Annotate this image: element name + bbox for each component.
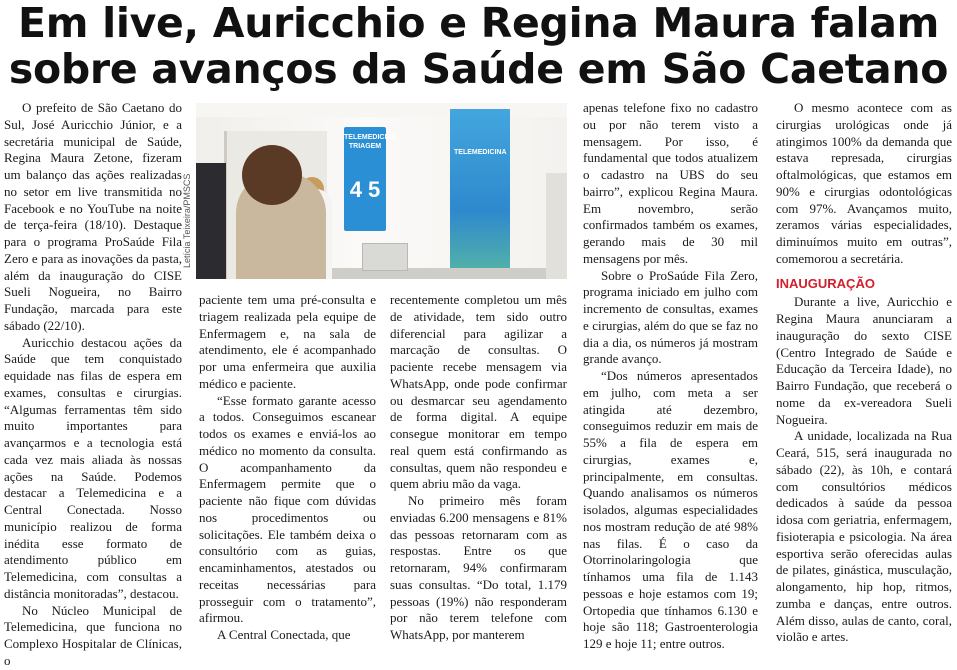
person-hair [242, 145, 302, 205]
article-column-3 [390, 292, 567, 644]
article-column-1 [4, 100, 182, 670]
photo-credit: Letícia Teixeira/PMSCS [182, 173, 192, 268]
paragraph: Auricchio destacou ações da Saúde que tem conquistado equidade nas filas de espera em exames, consultas e cirurgias. “Algumas ferramentas têm sido muito importantes para avançarmos e a tecnologia está cada vez mais aliada às nossas ações na Saúde. Podemos destacar a Telemedicina e a Central Conectada. Nosso município realizou de forma inédita esse formato de atendimento público em Telemedicina, com consultas a distância monitoradas”, destacou. [4, 334, 182, 601]
photo-ceiling [196, 103, 567, 117]
paragraph: paciente tem uma pré-consulta e triagem realizada pela equipe de Enfermagem e, na sala de atendimento, ele é acompanhado por uma enfermeira que auxilia médico e paciente. [199, 292, 376, 391]
person-left [196, 163, 226, 279]
telemedicina-banner [450, 109, 510, 279]
section-subhead: INAUGURAÇÃO [776, 275, 875, 291]
paragraph: No primeiro mês foram enviadas 6.200 mensagens e 81% das pessoas retornaram com as respostas. Entre os que retornaram, 94% confirmaram suas consultas. “Do total, 1.179 pessoas (19%) não responderam por não terem telefone com WhatsApp, por manterem [390, 493, 567, 642]
paragraph: O prefeito de São Caetano do Sul, José Auricchio Júnior, e a secretária municipal de Saúde, Regina Maura Zetone, fizeram um balanço das ações realizadas no setor em live transmitida no Facebook e no YouTube na noite de terça-feira (18/10). Destaque para o programa ProSaúde Fila Zero e para as inovações da pasta, além da inauguração do CISE Sueli Nogueira, no Bairro Fundação, marcada para este sábado (22/10). [4, 100, 182, 333]
paragraph: O mesmo acontece com as cirurgias urológicas onde já atingimos 100% da demanda que estava represada, cirurgias oftalmológicas, que estamos em 90% e cirurgias odontológicas com 97%. Avançamos muito, zeramos várias especialidades, diminuímos muito em outras”, comemorou a secretária. [776, 100, 952, 266]
paragraph: No Núcleo Municipal de Telemedicina, que funciona no Complexo Hospitalar de Clínicas, o [4, 602, 182, 668]
paragraph: apenas telefone fixo no cadastro ou por não terem visto a mensagem. Por isso, é fundamental que todos atualizem o cadastro na UBS do seu bairro”, explicou Regina Maura. Em novembro, serão confirmados também os exames, gerando mais de 30 mil mensagens por mês. [583, 100, 758, 266]
paragraph: Sobre o ProSaúde Fila Zero, programa iniciado em julho com incremento de consultas, exames e cirurgias, além do que se faz no dia a dia, os números já mostram grande avanço. [583, 267, 758, 367]
telemedicina-triagem-sign [344, 127, 397, 231]
paragraph: Durante a live, Auricchio e Regina Maura anunciaram a inauguração do sexto CISE (Centro Integrado de Saúde e Educação da Terceira Idade), no Bairro Fundação, que receberá o nome da ex-vereadora Sueli Nogueira. [776, 294, 952, 427]
article-column-4 [583, 100, 758, 653]
paragraph: “Dos números apresentados em julho, com meta a ser atingida até dezembro, conseguimos reduzir em mais de 55% a fila de espera em cirurgias, exames e, principalmente, em consultas. Quando analisamos os números isolados, algumas especialidades nos mostram redução de até 98% nas filas. É o caso da Otorrinolaringologia que tínhamos uma fila de 1.143 pessoas e hoje estamos com 19; Ortopedia que tínhamos 6.130 e hoje são 118; Gastroenterologia 129 e hoje 11; entre outros. [583, 368, 758, 651]
headline-line-2: sobre avanços da Saúde em São Caetano [8, 45, 949, 93]
article-column-5 [776, 100, 952, 646]
paragraph: “Esse formato garante acesso a todos. Conseguimos escanear todos os exames e enviá-los ao médico no momento da consulta. O acompanhamento da Enfermagem permite que o paciente não fique com dúvidas nos procedimentos ou solicitações. Ele também deixa o consultório com as guias, encaminhamentos, atestados ou receitas necessárias para prosseguir com o tratamento”, afirmou. [199, 392, 376, 626]
sign-small-numbers: 4 5 [349, 177, 381, 202]
paragraph: A Central Conectada, que [217, 627, 351, 642]
article-column-2 [199, 292, 376, 644]
printer [362, 243, 408, 271]
headline [8, 0, 949, 92]
headline-line-1: Em live, Auricchio e Regina Maura falam [17, 0, 940, 47]
article-photo [196, 103, 567, 279]
paragraph: A unidade, localizada na Rua Ceará, 515, será inaugurada no sábado (22), às 10h, e contará com consultórios médicos dedicados à saúde da pessoa idosa com geriatria, enfermagem, fisioterapia e psicologia. Na área esportiva serão oferecidas aulas de pilates, ginástica, musculação, alongamento, hip hop, ritmos, zumba e danças, entre outros. Além disso, aulas de canto, coral, violão e artes. [776, 428, 952, 645]
sign-large-title: TELEMEDICINA [454, 149, 507, 156]
photo-wall-fixture [546, 173, 567, 279]
paragraph: recentemente completou um mês de atividade, tem sido outro diferencial para agilizar a marcação de consultas. O paciente recebe mensagem via WhatsApp, onde pode confirmar ou desmarcar seu agendamento de forma digital. A equipe consegue monitorar em tempo real quem está confirmando as consultas, quem não respondeu e quem abriu mão da vaga. [390, 292, 567, 492]
sign-small-title: TELEMEDICINA TRIAGEM [344, 134, 397, 150]
